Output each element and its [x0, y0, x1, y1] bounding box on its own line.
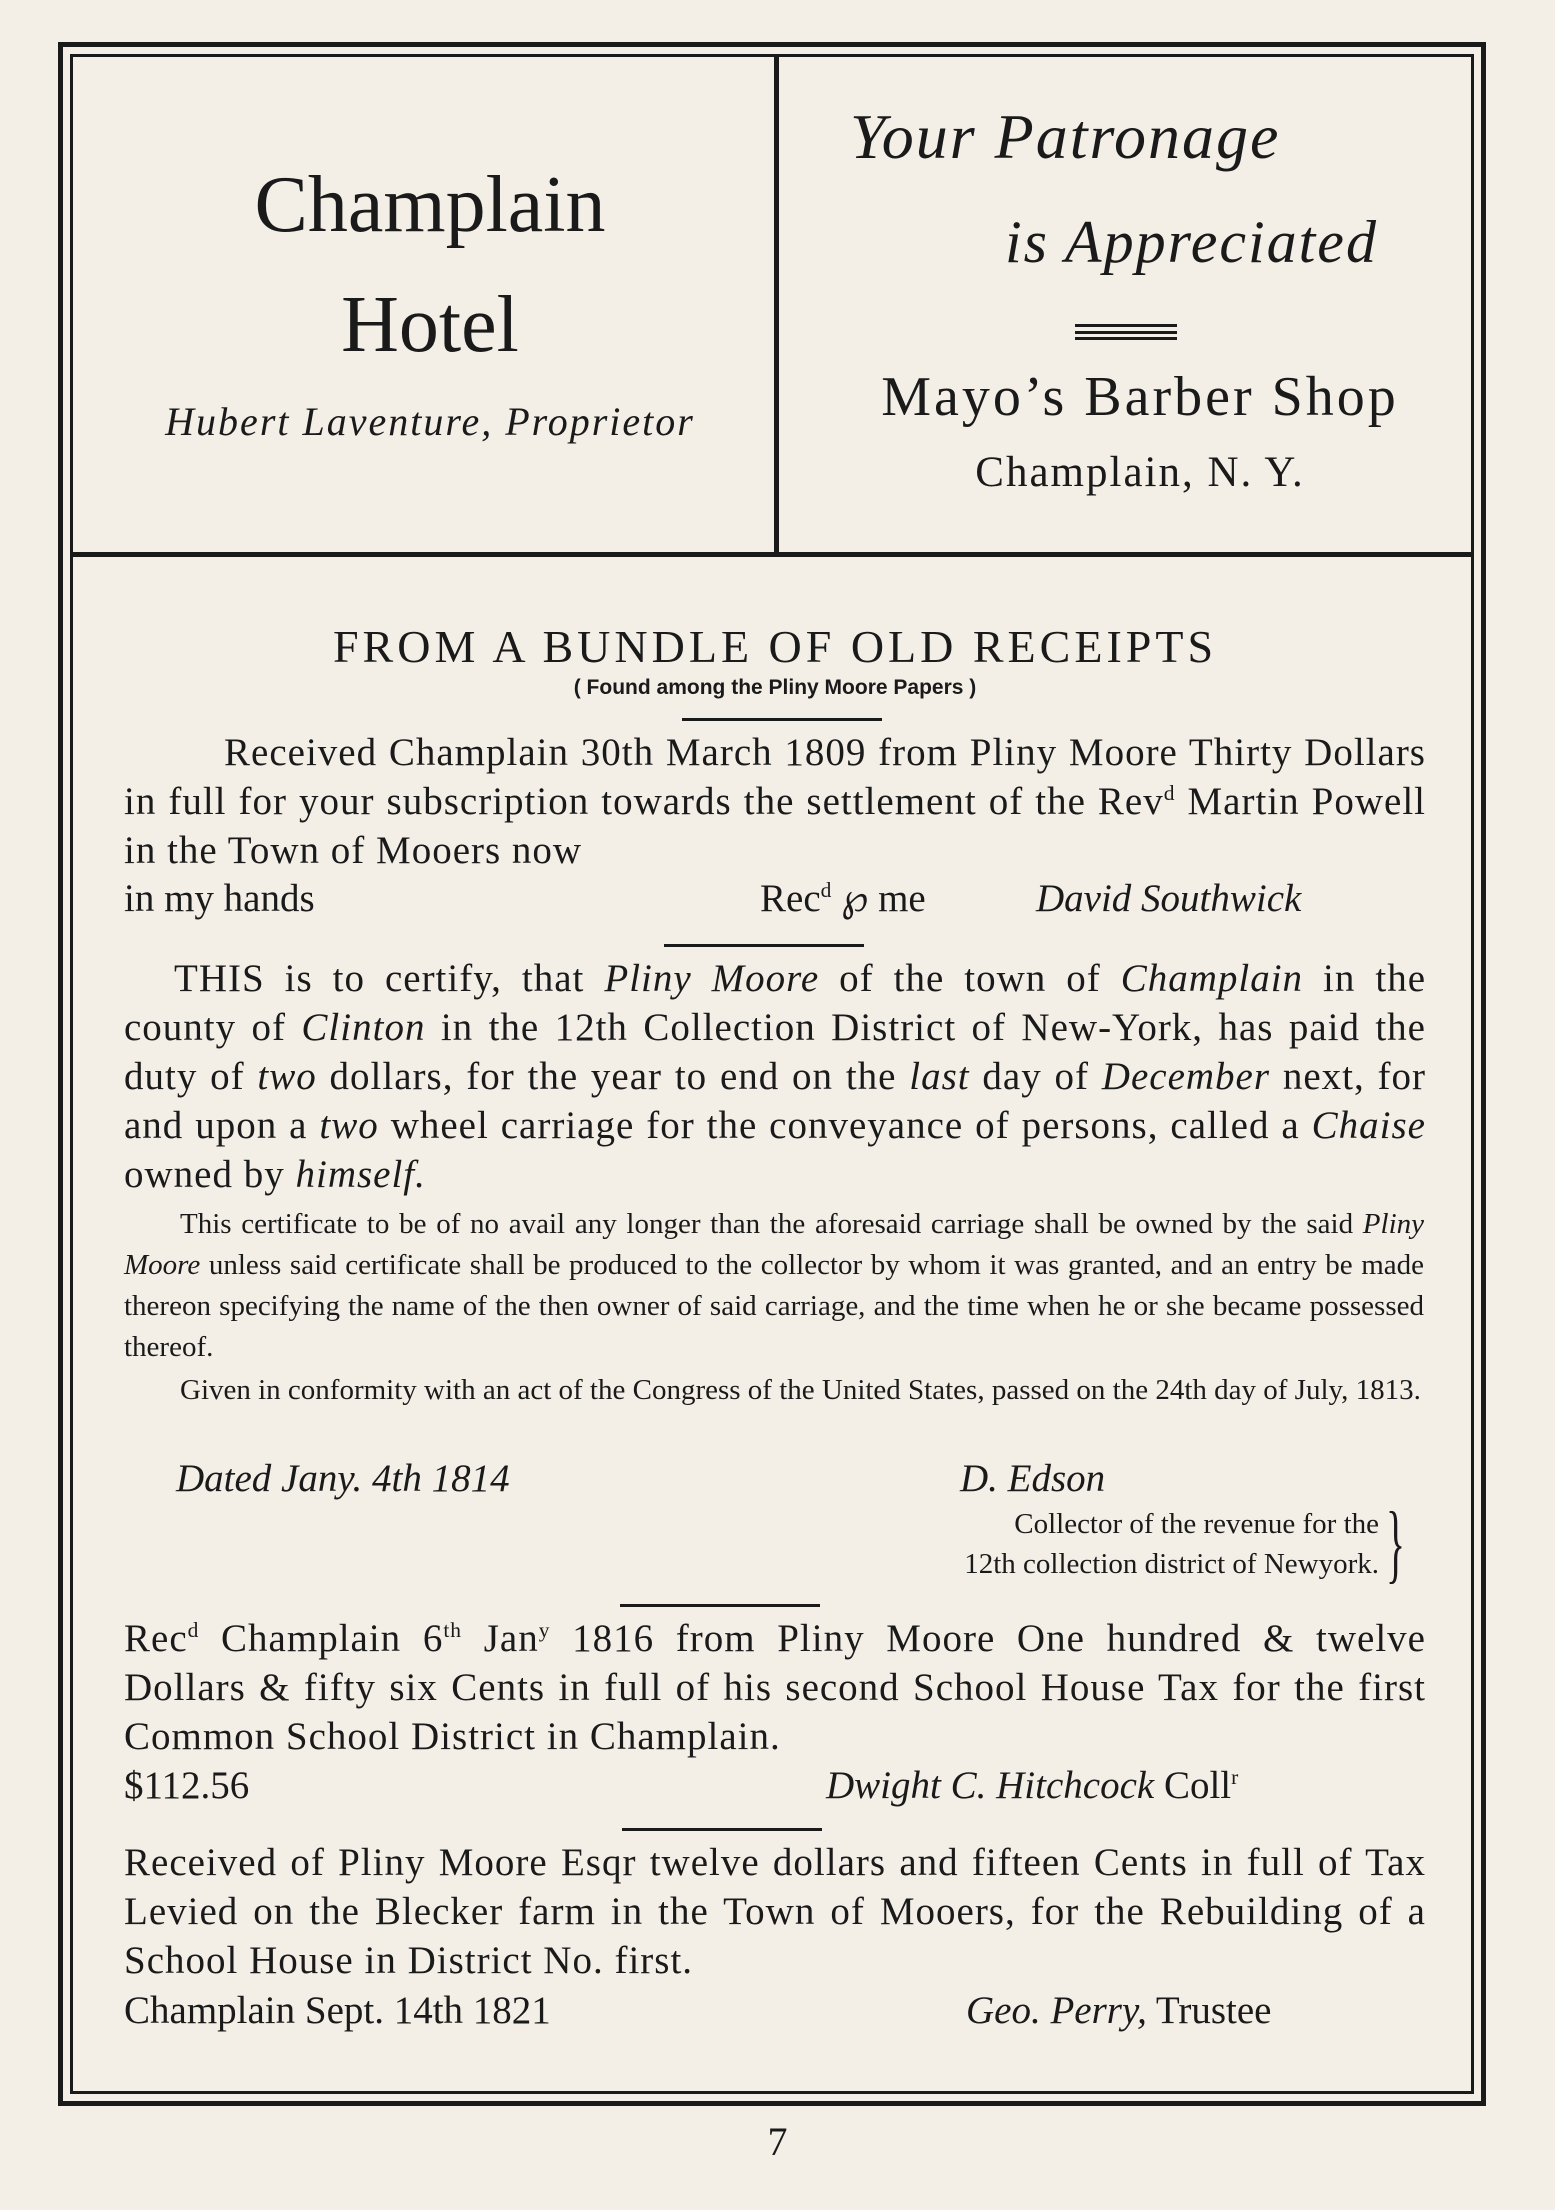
per-symbol: ℘	[841, 877, 869, 920]
certificate-main: THIS is to certify, that Pliny Moore of the town of Champlain in the county of Clinton in the 12th Collection District of New-York, has paid the duty of two dollars, for the year to end on the last day of December next, for and upon a two wheel carriage for the conveyance of persons, called a Chaise owned by himself.	[124, 957, 1426, 1196]
collector-line-1: Collector of the revenue for the	[1014, 1508, 1379, 1540]
barber-shop-location: Champlain, N. Y.	[975, 449, 1305, 496]
ad-divider-vertical	[774, 54, 779, 554]
collector-line-2: 12th collection district of Newyork.	[964, 1548, 1379, 1580]
hotel-proprietor: Hubert Laventure, Proprietor	[165, 399, 695, 444]
article-title: FROM A BUNDLE OF OLD RECEIPTS	[332, 621, 1218, 672]
separator-rule	[620, 1604, 820, 1607]
hotel-name-line2: Hotel	[341, 281, 519, 369]
triple-rule-ornament	[1075, 324, 1177, 340]
receipt-2-body: Rec$^d$ Champlain 6th Jan$^y$ 1816 from Pliny Moore One hundred & twelve Dollars & fifty six Cents in full of his second School House Tax for the first Common School District in Champlain.	[124, 1617, 1426, 1758]
hotel-name	[120, 145, 740, 385]
receipt-2-amount: $112.56	[124, 1764, 250, 1807]
receipt-1-body: Received Champlain 30th March 1809 from Pliny Moore Thirty Dollars in full for your subscription towards the settlement of the Rev$^d$ Martin Powell in the Town of Mooers now	[124, 731, 1426, 872]
receipt-3-date: Champlain Sept. 14th 1821	[124, 1989, 551, 2032]
receipt-1-acknowledgement: Rec$^d$ ℘ me	[760, 877, 926, 920]
separator-rule	[664, 944, 864, 947]
receipt-1-signature: David Southwick	[1036, 877, 1302, 920]
article-subtitle: ( Found among the Pliny Moore Papers )	[573, 676, 977, 699]
ad-divider-horizontal	[70, 552, 1474, 557]
barber-shop-name: Mayo’s Barber Shop	[881, 366, 1399, 428]
receipt-3-body: Received of Pliny Moore Esqr twelve dollars and fifteen Cents in full of Tax Levied on the Blecker farm in the Town of Mooers, for the Rebuilding of a School House in District No. first.	[124, 1841, 1426, 1982]
certificate-conditions: This certificate to be of no avail any longer than the aforesaid carriage shall be owned by the said Pliny Moore unless said certificate shall be produced to the collector by whom it was granted, and an entry be made thereon specifying the name of the then owner of said carriage, and the time when he or she became possessed thereof.	[124, 1208, 1424, 1363]
receipt-2-signature: Dwight C. Hitchcock Coll$^r$	[826, 1764, 1239, 1807]
certificate-signer: D. Edson	[960, 1457, 1106, 1500]
receipt-3-signature: Geo. Perry, Trustee	[966, 1989, 1272, 2032]
patronage-line2: is Appreciated	[1005, 209, 1378, 275]
patronage-line1: Your Patronage	[850, 101, 1281, 172]
separator-rule	[622, 1828, 822, 1831]
separator-rule	[682, 718, 882, 721]
receipt-1-last-line: in my hands	[124, 877, 315, 920]
brace: }	[1386, 1495, 1406, 1592]
certificate-date: Dated Jany. 4th 1814	[176, 1457, 510, 1500]
certificate-authority: Given in conformity with an act of the Congress of the United States, passed on the 24th day of July, 1813.	[180, 1374, 1421, 1406]
page-number: 7	[767, 2119, 788, 2164]
hotel-name-line1: Champlain	[254, 161, 606, 249]
